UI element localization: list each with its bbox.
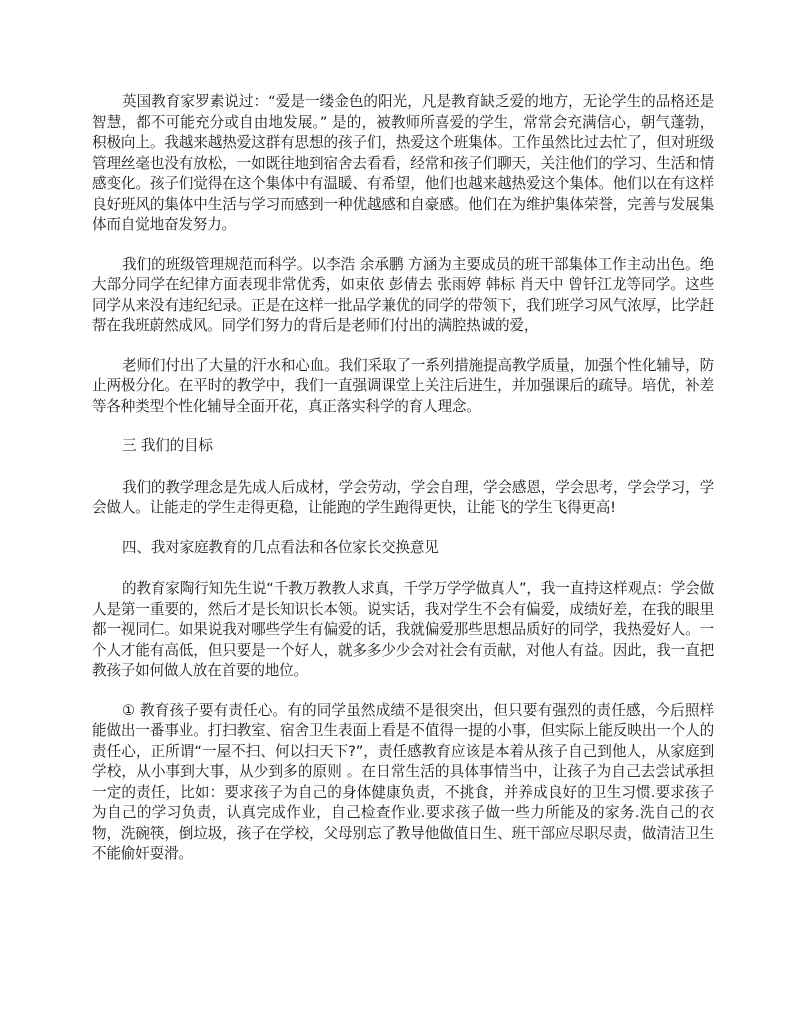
paragraph-responsibility: ① 教育孩子要有责任心。有的同学虽然成绩不是很突出，但只要有强烈的责任感，今后照样能做出一番事业。打扫教室、宿舍卫生表面上看是不值得一提的小事，但实际上能反映出一个人的责任心，正所谓“一屋不扫、何以扫天下?”，责任感教育应该是本着从孩子自己到他人，从家庭到学校，从小事到大事，从少到多的原则 。在日常生活的具体事情当中，让孩子为自己去尝试承担一定的责任，比如：要求孩子为自己的身体健康负责，不挑食，并养成良好的卫生习惯.要求孩子为自己的学习负责，认真完成作业，自己检查作业.要求孩子做一些力所能及的家务.洗自己的衣物，洗碗筷，倒垃圾，孩子在学校，父母别忘了教导他做值日生、班干部应尽职尽责，做清洁卫生不能偷奸耍滑。 [92,701,714,862]
section-heading-family-education: 四、我对家庭教育的几点看法和各位家长交换意见 [122,538,439,556]
paragraph-tao-xingzhi: 的教育家陶行知先生说“千教万教教人求真，千学万学学做真人”，我一直持这样观点：学会做人是第一重要的，然后才是长知识长本领。说实话，我对学生不会有偏爱，成绩好差，在我的眼里都一视同仁。如果说我对哪些学生有偏爱的话，我就偏爱那些思想品质好的同学，我热爱好人。一个人才能有高低，但只要是一个好人，就多多少少会对社会有贡献，对他人有益。因此，我一直把教孩子如何做人放在首要的地位。 [92,580,714,679]
paragraph-teachers-effort: 老师们付出了大量的汗水和心血。我们采取了一系列措施提高教学质量，加强个性化辅导，防止两极分化。在平时的教学中，我们一直强调课堂上关注后进生，并加强课后的疏导。培优，补差等各种类型个性化辅导全面开花，真正落实科学的育人理念。 [92,356,714,415]
paragraph-class-management: 我们的班级管理规范而科学。以李浩 余承鹏 方涵为主要成员的班干部集体工作主动出色。绝大部分同学在纪律方面表现非常优秀，如束依 彭倩去 张雨婷 韩标 肖天中 曾钎江龙等同学。这些同学从来没有违纪纪录。正是在这样一批品学兼优的同学的带领下，我们班学习风气浓厚，比学赶帮在我班蔚然成风。同学们努力的背后是老师们付出的满腔热诚的爱， [92,255,714,334]
paragraph-russell-quote: 英国教育家罗素说过：“爱是一缕金色的阳光，凡是教育缺乏爱的地方，无论学生的品格还是智慧，都不可能充分或自由地发展。” 是的，被教师所喜爱的学生，常常会充满信心，朝气蓬勃，积极向上。我越来越热爱这群有思想的孩子们，热爱这个班集体。工作虽然比过去忙了，但对班级管理丝毫也没有放松，一如既往地到宿舍去看看，经常和孩子们聊天，关注他们的学习、生活和情感变化。孩子们觉得在这个集体中有温暖、有希望，他们也越来越热爱这个集体。他们以在有这样良好班风的集体中生活与学习而感到一种优越感和自豪感。他们在为维护集体荣誉，完善与发展集体而自觉地奋发努力。 [92,93,714,233]
section-heading-goals: 三 我们的目标 [122,437,213,454]
paragraph-teaching-philosophy: 我们的教学理念是先成人后成材，学会劳动，学会自理，学会感恩，学会思考，学会学习，学会做人。让能走的学生走得更稳，让能跑的学生跑得更快，让能飞的学生飞得更高! [92,478,714,516]
document-body [92,92,714,883]
